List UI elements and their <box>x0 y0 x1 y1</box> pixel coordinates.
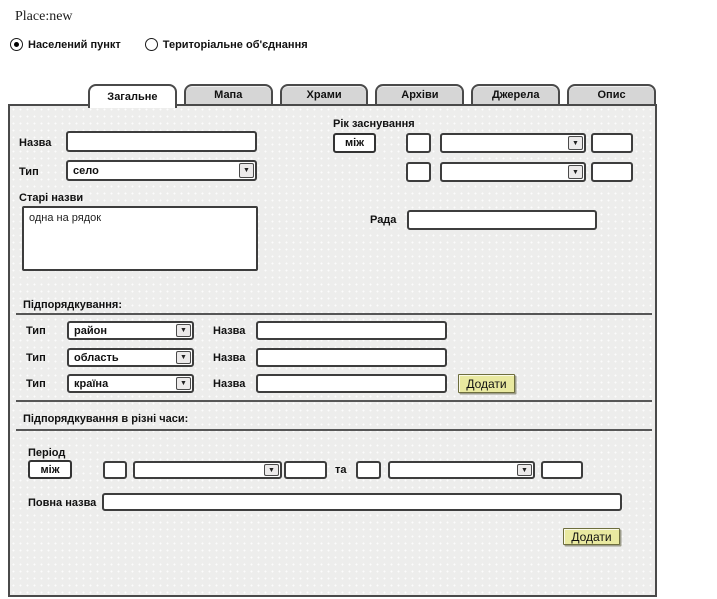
period-label: Період <box>28 447 66 459</box>
subordination-row3-name-label: Назва <box>213 378 246 390</box>
name-label: Назва <box>19 137 52 149</box>
historical-add-button[interactable]: Додати <box>563 528 620 545</box>
radio-settlement[interactable] <box>10 38 121 51</box>
chevron-down-icon[interactable]: ▼ <box>568 136 583 150</box>
radio-territorial-union[interactable] <box>145 38 308 51</box>
period-to-end-input[interactable] <box>541 461 583 479</box>
subordination-row1-name-label: Назва <box>213 325 246 337</box>
name-input[interactable] <box>66 131 257 152</box>
full-name-input[interactable] <box>102 493 622 511</box>
period-between-button[interactable]: між <box>28 460 72 479</box>
period-from-select[interactable] <box>133 461 282 479</box>
full-name-label: Повна назва <box>28 497 97 509</box>
founding-row2-start-input[interactable] <box>406 162 431 182</box>
period-to-input[interactable] <box>356 461 381 479</box>
and-label: та <box>335 464 347 476</box>
subordination-row3-type-label: Тип <box>26 378 46 390</box>
historical-section-title: Підпорядкування в різні часи: <box>23 413 189 425</box>
radio-selected-icon[interactable] <box>10 38 23 51</box>
subordination-row2-name-label: Назва <box>213 352 246 364</box>
type-label: Тип <box>19 166 39 178</box>
chevron-down-icon[interactable]: ▼ <box>239 163 254 178</box>
tab-bar <box>88 84 656 108</box>
old-names-textarea[interactable] <box>22 206 258 271</box>
chevron-down-icon[interactable]: ▼ <box>517 464 532 476</box>
subordination-row2-type-label: Тип <box>26 352 46 364</box>
tab-sources[interactable]: Джерела <box>471 84 560 104</box>
type-select-value: село <box>73 164 99 177</box>
subordination-row3-type-select[interactable] <box>67 374 194 393</box>
subordination-add-button[interactable]: Додати <box>458 374 515 393</box>
entity-type-radio-group <box>10 38 308 51</box>
radio-settlement-label: Населений пункт <box>28 38 121 51</box>
tab-map[interactable]: Мапа <box>184 84 273 104</box>
subordination-row1-name-input[interactable] <box>256 321 447 340</box>
old-names-label: Старі назви <box>19 192 84 204</box>
founding-row2-select[interactable] <box>440 162 586 182</box>
tab-archives[interactable]: Архіви <box>375 84 464 104</box>
period-to-select[interactable] <box>388 461 535 479</box>
chevron-down-icon[interactable]: ▼ <box>176 377 191 390</box>
subordination-section-title: Підпорядкування: <box>23 299 123 311</box>
chevron-down-icon[interactable]: ▼ <box>176 351 191 364</box>
subordination-row2-type-value: область <box>74 351 119 364</box>
founding-year-label: Рік заснування <box>333 118 415 130</box>
period-from-end-input[interactable] <box>284 461 327 479</box>
chevron-down-icon[interactable]: ▼ <box>568 165 583 179</box>
founding-row1-end-input[interactable] <box>591 133 633 153</box>
tab-temples[interactable]: Храми <box>280 84 369 104</box>
type-select[interactable] <box>66 160 257 181</box>
subordination-row1-type-select[interactable] <box>67 321 194 340</box>
section-divider <box>16 313 652 315</box>
radio-unselected-icon[interactable] <box>145 38 158 51</box>
subordination-row3-type-value: країна <box>74 377 109 390</box>
period-from-input[interactable] <box>103 461 127 479</box>
rada-input[interactable] <box>407 210 597 230</box>
tab-description[interactable]: Опис <box>567 84 656 104</box>
subordination-row1-type-value: район <box>74 324 107 337</box>
founding-row2-end-input[interactable] <box>591 162 633 182</box>
subordination-row1-type-label: Тип <box>26 325 46 337</box>
radio-territorial-union-label: Територіальне об'єднання <box>162 38 308 51</box>
tab-general[interactable]: Загальне <box>88 84 177 108</box>
subordination-row3-name-input[interactable] <box>256 374 447 393</box>
general-tab-panel <box>8 104 657 597</box>
founding-row1-select[interactable] <box>440 133 586 153</box>
founding-row1-start-input[interactable] <box>406 133 431 153</box>
subordination-row2-type-select[interactable] <box>67 348 194 367</box>
chevron-down-icon[interactable]: ▼ <box>264 464 279 476</box>
rada-label: Рада <box>370 214 397 226</box>
subordination-row2-name-input[interactable] <box>256 348 447 367</box>
page-title: Place:new <box>15 9 73 24</box>
chevron-down-icon[interactable]: ▼ <box>176 324 191 337</box>
section-divider <box>16 400 652 402</box>
section-divider <box>16 429 652 431</box>
founding-between-button[interactable]: між <box>333 133 376 153</box>
